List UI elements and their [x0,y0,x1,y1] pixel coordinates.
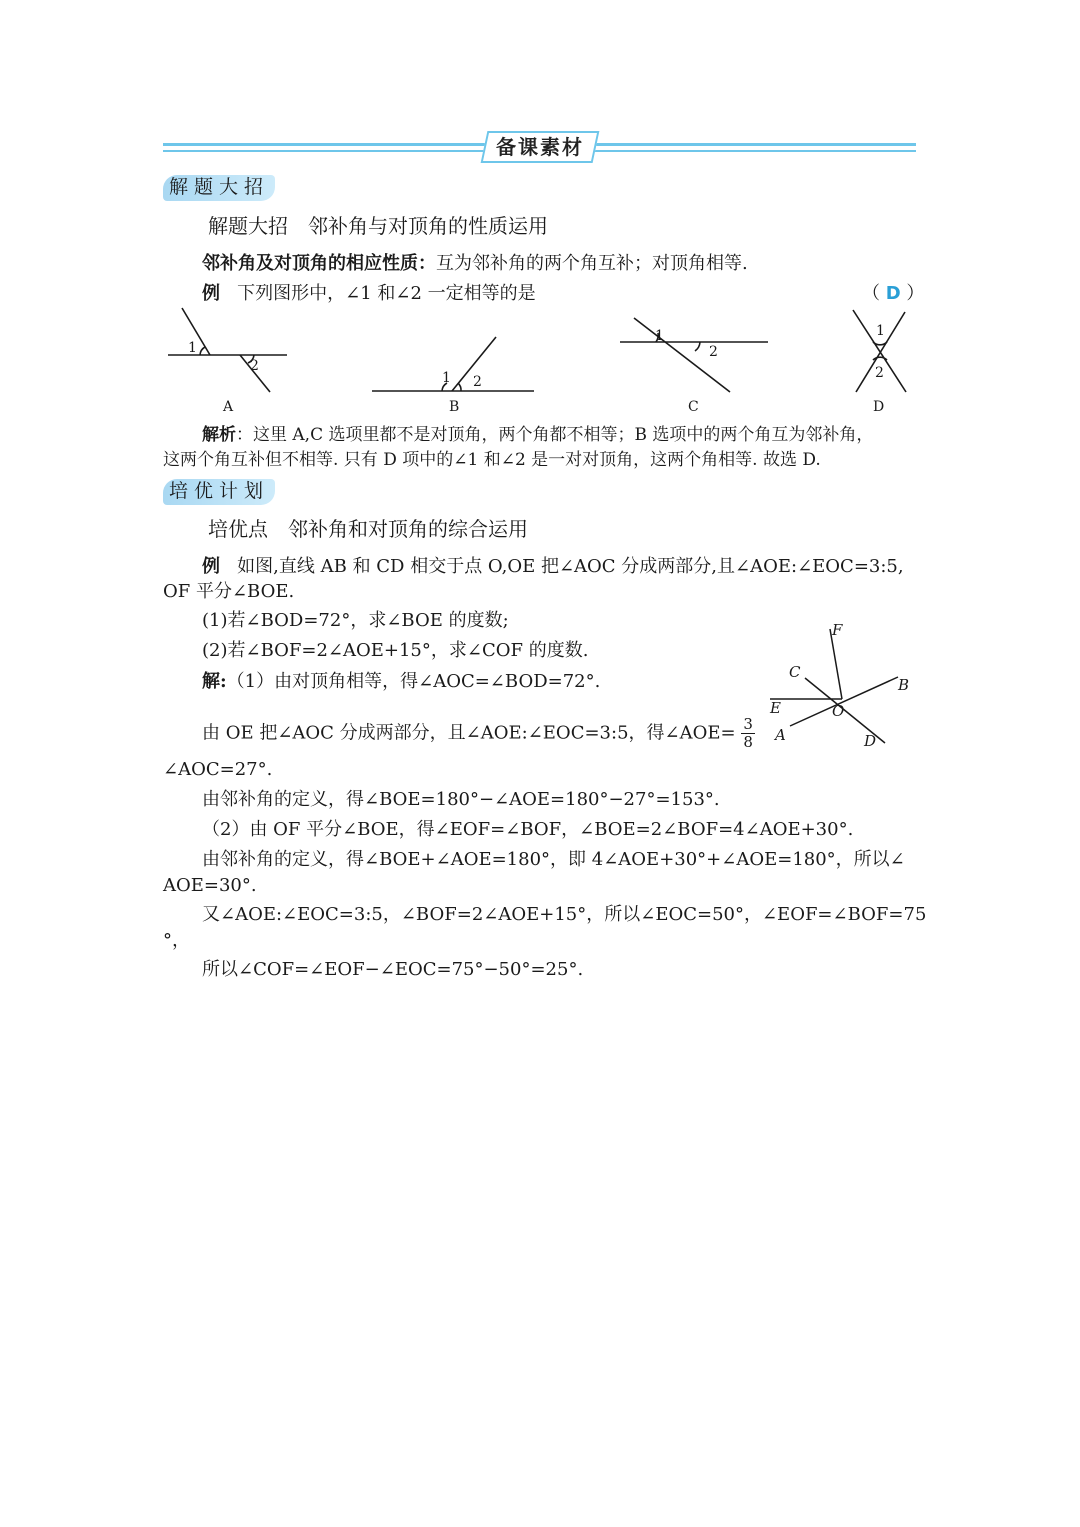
figure-b-label: B [449,399,460,415]
figure-a-arc1 [200,347,205,355]
analysis-text1: ：这里 A,C 选项里都不是对顶角，两个角都不相等；B 选项中的两个角互为邻补角， [236,425,874,445]
solution-line4: （2）由 OF 平分∠BOE，得∠EOF=∠BOF，∠BOE=2∠BOF=4∠AOE+30°. [202,819,854,840]
section-badge-advanced [163,477,275,505]
badge-label: 培优计划 [169,480,270,502]
label-o: O [832,702,845,720]
analysis-line1 [202,422,873,448]
fraction-numerator: 3 [743,715,753,733]
solution-line7: 所以∠COF=∠EOF−∠EOC=75°−50°=25°. [202,959,584,980]
label-c: C [789,663,801,681]
solution-line6a: 又∠AOE:∠EOC=3:5，∠BOF=2∠AOE+15°，所以∠EOC=50°，∠EOF=∠BOF=75 [202,904,927,925]
figure-c-arc2 [695,342,700,351]
label-e: E [770,699,781,717]
figure-b-angle2: 2 [473,374,482,390]
section-subtitle-advanced: 培优点 邻补角和对顶角的综合运用 [208,517,528,541]
header-title: 备课素材 [496,135,584,159]
figure-d-angle1: 1 [876,323,885,339]
answer-value: D [885,283,901,304]
property-line [202,251,748,277]
header-rule-right-bottom [594,150,916,152]
example-label: 例 [202,283,220,304]
example-text: 下列图形中，∠1 和∠2 一定相等的是 [237,283,536,304]
solution-line6b: °， [163,930,190,951]
solution-line3: 由邻补角的定义，得∠BOE=180°−∠AOE=180°−27°=153°. [202,789,720,810]
figure-d-angle2: 2 [875,365,884,381]
example2-label: 例 [202,556,220,577]
example2-line2: OF 平分∠BOE. [163,581,295,602]
intersecting-lines-figure [760,615,930,755]
fraction-denominator: 8 [743,733,753,751]
solution-line5a: 由邻补角的定义，得∠BOE+∠AOE=180°，即 4∠AOE+30°+∠AOE=180°，所以∠ [202,849,905,870]
figure-a-label: A [223,399,234,415]
example2-line1 [202,554,904,580]
solution-text2: 由 OE 把∠AOC 分成两部分，且∠AOE:∠EOC=3:5，得∠AOE= [202,722,736,744]
figure-b-arc2 [458,383,461,391]
property-label: 邻补角及对顶角的相应性质： [202,253,436,274]
figure-c-angle1: 1 [655,328,664,344]
fraction-three-eighths [741,716,755,751]
ray-of [830,629,842,699]
solution-line2 [202,716,755,751]
label-f: F [832,621,843,639]
solution-line2b: ∠AOC=27°. [163,759,273,780]
solution-label: 解: [202,671,227,692]
example2-text1: 如图,直线 AB 和 CD 相交于点 O,OE 把∠AOC 分成两部分,且∠AOE:∠EOC=3:5, [237,556,904,577]
badge-label: 解题大招 [169,176,270,198]
answer-close: ） [906,283,925,304]
header-rule-left-top [163,143,485,146]
header-rule-left-bottom [163,150,485,152]
solution-line5b: AOE=30°. [163,875,257,896]
option-figures [160,300,920,420]
figure-c-label: C [688,399,699,415]
label-d: D [864,732,877,750]
solution-text1: （1）由对顶角相等，得∠AOC=∠BOD=72°. [226,671,601,692]
analysis-label: 解析 [202,425,236,445]
property-text: 互为邻补角的两个角互补；对顶角相等. [436,253,748,274]
label-a: A [775,726,786,744]
figure-d-arc1 [873,342,887,345]
solution-line1 [202,669,600,695]
answer-open: （ [862,283,880,304]
label-b: B [898,676,910,694]
question-1: (1)若∠BOD=72°，求∠BOE 的度数; [202,610,509,631]
section-badge-tips [163,173,275,201]
figure-a-angle1: 1 [188,340,197,356]
header-rule-right-top [594,143,916,146]
question-2: (2)若∠BOF=2∠AOE+15°，求∠COF 的度数. [202,640,589,661]
figure-b-angle1: 1 [442,370,451,386]
section-subtitle-tips: 解题大招 邻补角与对顶角的性质运用 [208,214,548,238]
analysis-line2: 这两个角互补但不相等. 只有 D 项中的∠1 和∠2 是一对对顶角，这两个角相等. 故选 D. [163,450,821,470]
figure-c-angle2: 2 [709,344,718,360]
figure-a-angle2: 2 [250,358,259,374]
figure-d-label: D [873,399,885,415]
